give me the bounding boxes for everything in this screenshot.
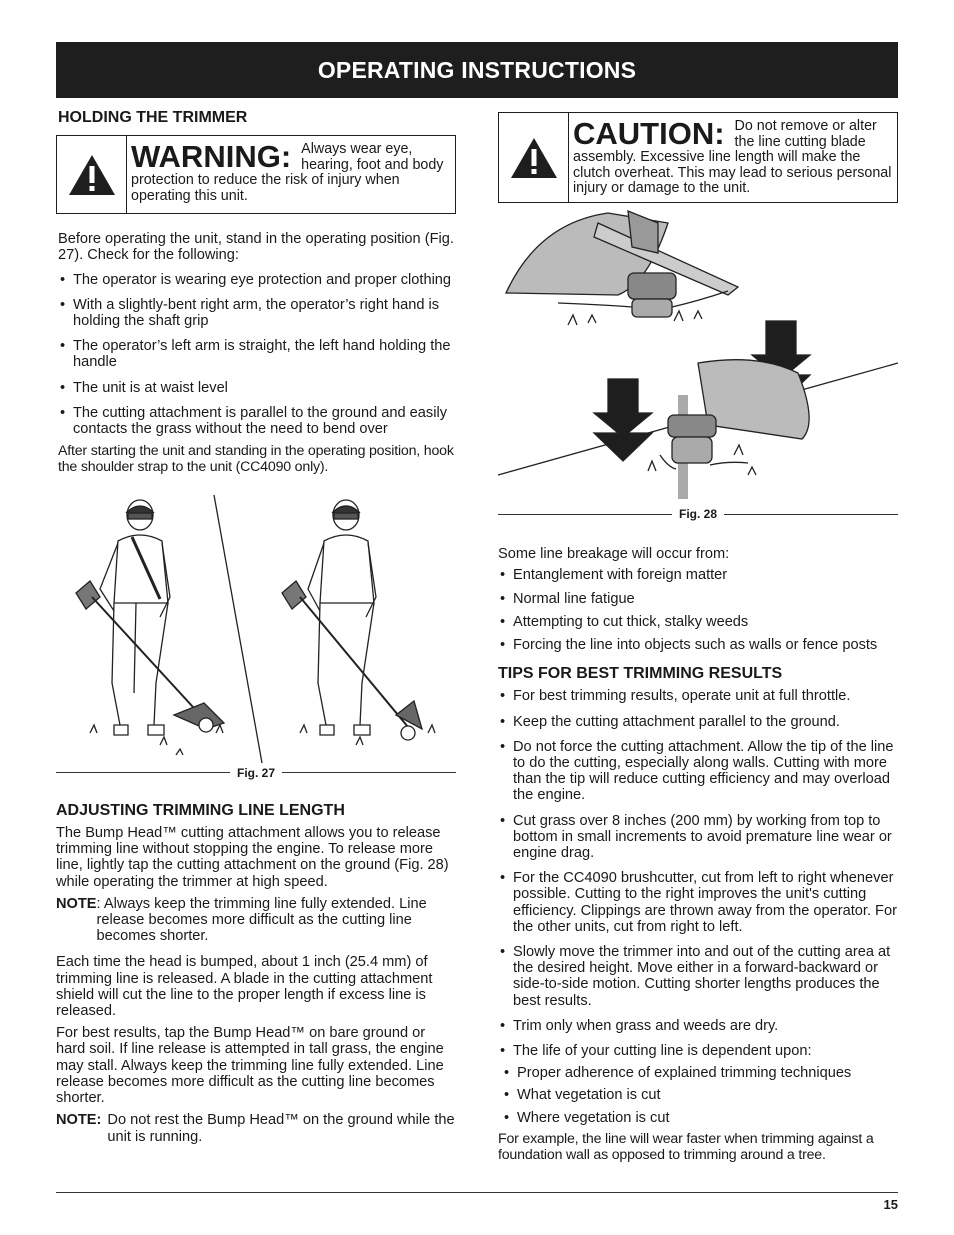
list-item: • Trim only when grass and weeds are dry.	[498, 1018, 898, 1034]
warning-label: WARNING:	[131, 139, 292, 175]
warning-triangle-icon	[57, 136, 127, 213]
list-item: • For best trimming results, operate unit at full throttle.	[498, 688, 898, 704]
list-item: • Forcing the line into objects such as walls or fence posts	[498, 637, 898, 653]
warning-text: Always wear eye, hearing, foot and body protection to reduce the risk of injury when operating this unit.	[131, 141, 444, 204]
list-item: • The cutting attachment is parallel to the ground and easily contacts the grass without the need to bend over	[58, 405, 456, 437]
heading-tips: TIPS FOR BEST TRIMMING RESULTS	[498, 665, 783, 683]
list-item: • Do not force the cutting attachment. Allow the tip of the line to do the cutting, especially along walls. Cutting with more than the tip will reduce cutting efficiency and may overload the engine.	[498, 739, 898, 804]
figure-27	[56, 493, 456, 765]
fig-28-caption	[498, 506, 898, 522]
bump-head-illustration	[498, 203, 898, 505]
tips-list	[498, 688, 898, 1059]
breakage-list	[498, 567, 898, 653]
note-1-text: : Always keep the trimming line fully extended. Line release becomes more difficult as the cutting line becomes shorter.	[96, 895, 427, 945]
figure-28	[498, 203, 898, 505]
best-results-paragraph: For best results, tap the Bump Head™ on bare ground or hard soil. If line release is attempted in tall grass, the engine may stall. Always keep the trimming line fully extended. Line release becomes more difficult as the cutting line becomes shorter.	[56, 1025, 444, 1107]
operating-checklist	[58, 272, 456, 438]
section-banner: OPERATING INSTRUCTIONS	[56, 42, 898, 98]
right-column	[498, 112, 898, 1163]
note-1	[56, 896, 456, 945]
note-2-label: NOTE:	[56, 1112, 102, 1129]
list-item: • The operator is wearing eye protection and proper clothing	[58, 272, 456, 288]
list-item: • Where vegetation is cut	[502, 1110, 898, 1126]
list-item: • Attempting to cut thick, stalky weeds	[498, 614, 898, 630]
note-2-text: Do not rest the Bump Head™ on the ground while the unit is running.	[107, 1112, 455, 1145]
left-column	[56, 110, 456, 1145]
operator-illustration	[56, 493, 456, 765]
list-item: • The operator’s left arm is straight, the left hand holding the handle	[58, 338, 456, 370]
list-item: • Proper adherence of explained trimming techniques	[502, 1065, 898, 1081]
heading-holding-trimmer: HOLDING THE TRIMMER	[58, 109, 248, 126]
fig-27-caption	[56, 765, 456, 781]
line-release-paragraph: Each time the head is bumped, about 1 inch (25.4 mm) of trimming line is released. A blade in the cutting attachment shield will cut the line to the proper length if excess line is released.	[56, 954, 433, 1020]
operating-intro: Before operating the unit, stand in the operating position (Fig. 27). Check for the following:	[58, 231, 454, 264]
fig-28-label: Fig. 28	[679, 507, 718, 521]
list-item: • The life of your cutting line is dependent upon:	[498, 1043, 898, 1059]
list-item: • For the CC4090 brushcutter, cut from left to right whenever possible. Cutting to the right improves the unit's cutting efficiency. Clippings are thrown away from the operator. For the other units, cut from right to left.	[498, 870, 898, 935]
heading-adjusting-line: ADJUSTING TRIMMING LINE LENGTH	[56, 801, 345, 819]
bump-head-paragraph: The Bump Head™ cutting attachment allows you to release trimming line without stopping the engine. To release more line, lightly tap the cutting attachment on the ground (Fig. 28) while operating the trimmer at high speed.	[56, 825, 449, 890]
closing-example: For example, the line will wear faster when trimming against a foundation wall as opposed to trimming around a tree.	[498, 1130, 874, 1164]
list-item: • Slowly move the trimmer into and out of the cutting area at the desired height. Move either in a forward-backward or side-to-side motion. Cutting shorter lengths produces the best results.	[498, 944, 898, 1009]
caution-text: Do not remove or alter the line cutting blade assembly. Excessive line length will make the clutch overheat. This may lead to serious personal injury or damage to the unit.	[573, 118, 892, 197]
breakage-intro: Some line breakage will occur from:	[498, 546, 730, 563]
list-item: • What vegetation is cut	[502, 1087, 898, 1103]
warning-box	[56, 135, 456, 214]
page-number: 15	[883, 1197, 898, 1212]
caution-triangle-icon	[499, 113, 569, 202]
list-item: • With a slightly-bent right arm, the operator’s right hand is holding the shaft grip	[58, 297, 456, 329]
fig-27-label: Fig. 27	[237, 765, 276, 780]
list-item: • Keep the cutting attachment parallel to the ground.	[498, 714, 898, 730]
list-item: • Normal line fatigue	[498, 591, 898, 607]
list-item: • The unit is at waist level	[58, 380, 456, 396]
list-item: • Cut grass over 8 inches (200 mm) by working from top to bottom in small increments to avoid premature line wear or engine drag.	[498, 813, 898, 862]
note-2	[56, 1112, 456, 1144]
note-1-label: NOTE	[56, 895, 97, 912]
line-life-sublist	[502, 1065, 898, 1126]
footer-rule	[56, 1192, 898, 1193]
caution-label: CAUTION:	[573, 116, 725, 151]
caution-box	[498, 112, 898, 203]
list-item: • Entanglement with foreign matter	[498, 567, 898, 583]
shoulder-strap-text: After starting the unit and standing in the operating position, hook the shoulder strap to the unit (CC4090 only).	[58, 443, 454, 476]
